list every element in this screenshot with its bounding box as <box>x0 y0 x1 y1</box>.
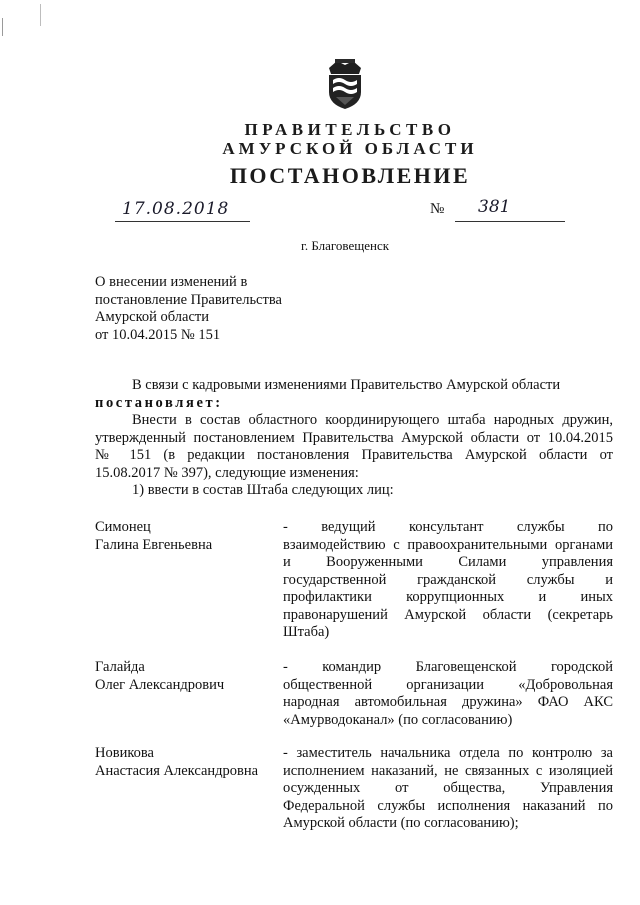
date-underline <box>115 221 250 222</box>
resolution-intro <box>95 377 613 500</box>
member-given-names: Галина Евгеньевна <box>95 536 213 553</box>
member-description <box>283 519 613 642</box>
description-line: - командир Благовещенской городской <box>283 659 613 675</box>
scan-edge-mark <box>40 4 41 26</box>
number-underline <box>455 221 565 222</box>
member-given-names: Олег Александрович <box>95 676 225 693</box>
intro-line: утвержденный постановлением Правительства Амурской области от 10.04.2015 <box>95 429 613 446</box>
description-line: народная автомобильная дружина» ФАО АКС <box>283 694 613 710</box>
intro-line: 15.08.2017 № 397), следующие изменения: <box>95 464 359 481</box>
subject-line: Амурской области <box>95 309 209 325</box>
member-surname: Симонец <box>95 519 151 535</box>
description-line: исполнением наказаний, не связанных с изоляцией <box>283 762 613 779</box>
document-date: 17.08.2018 <box>122 199 230 219</box>
description-line: государственной гражданской службы и <box>283 571 613 588</box>
description-line: осужденных от общества, Управления <box>283 780 613 796</box>
description-line: правонарушений Амурской области (секретарь <box>283 606 613 623</box>
coat-of-arms-icon <box>325 58 365 110</box>
member-description <box>283 745 613 833</box>
subject-line: от 10.04.2015 № 151 <box>95 326 221 343</box>
header-region: АМУРСКОЙ ОБЛАСТИ <box>222 139 478 158</box>
member-surname: Галайда <box>95 659 145 675</box>
member-name <box>95 745 258 780</box>
description-line: взаимодействию с правоохранительными органами <box>283 536 613 553</box>
member-name <box>95 659 224 694</box>
member-name <box>95 519 212 554</box>
number-sign: № <box>430 201 445 217</box>
description-line: и Вооруженными Силами управления <box>283 554 613 570</box>
intro-line: № 151 (в редакции постановления Правительства Амурской области от <box>95 447 613 463</box>
intro-line: В связи с кадровыми изменениями Правительство Амурской области <box>132 377 561 393</box>
member-given-names: Анастасия Александровна <box>95 762 259 779</box>
document-city: г. Благовещенск <box>300 238 390 253</box>
document-subject <box>95 274 282 344</box>
description-line: «Амурводоканал» (по согласованию) <box>283 711 513 728</box>
description-line: профилактики коррупционных и иных <box>283 589 613 605</box>
document-type-title: ПОСТАНОВЛЕНИЕ <box>229 163 471 188</box>
header-government: ПРАВИТЕЛЬСТВО <box>244 120 456 139</box>
member-description <box>283 659 613 729</box>
description-line: Федеральной службы исполнения наказаний по <box>283 797 613 814</box>
description-line: общественной организации «Добровольная <box>283 676 613 693</box>
description-line: Амурской области (по согласованию); <box>283 815 519 831</box>
intro-line: Внести в состав областного координирующего штаба народных дружин, <box>132 412 613 428</box>
description-line: Штаба) <box>283 624 330 640</box>
scan-edge-mark <box>2 18 3 36</box>
description-line: - ведущий консультант службы по <box>283 519 613 535</box>
description-line: - заместитель начальника отдела по контролю за <box>283 745 613 761</box>
resolves-word: постановляет: <box>95 394 223 411</box>
document-number: 381 <box>478 197 511 217</box>
subject-line: постановление Правительства <box>95 291 282 308</box>
member-surname: Новикова <box>95 745 154 761</box>
intro-line: 1) ввести в состав Штаба следующих лиц: <box>132 482 394 498</box>
subject-line: О внесении изменений в <box>95 274 248 290</box>
